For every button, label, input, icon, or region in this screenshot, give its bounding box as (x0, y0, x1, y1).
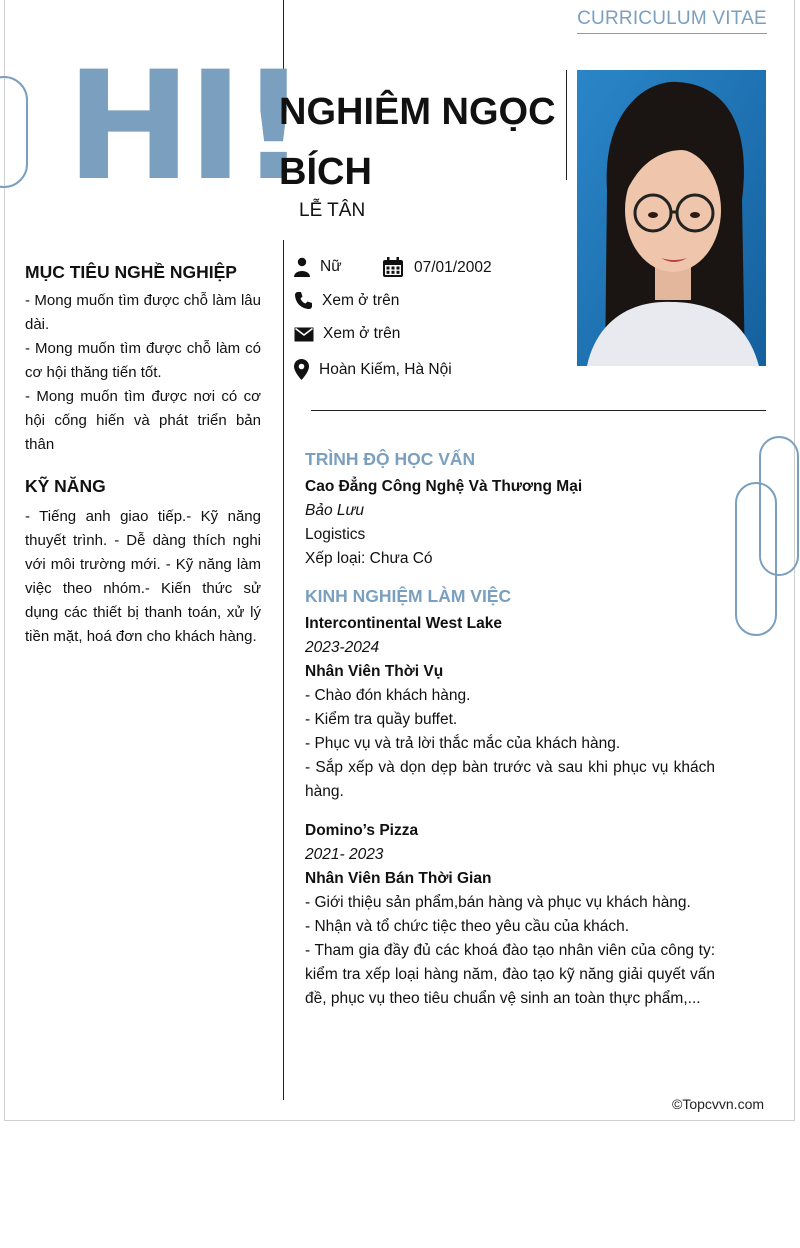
phone-row (294, 291, 399, 310)
address-value: Hoàn Kiếm, Hà Nội (319, 360, 452, 378)
experience-duty: - Chào đón khách hàng. (305, 687, 471, 704)
skills-title: KỸ NĂNG (25, 476, 106, 496)
experience-role: Nhân Viên Thời Vụ (305, 663, 444, 680)
candidate-name: NGHIÊM NGỌC BÍCH (279, 91, 556, 193)
objective-title: MỤC TIÊU NGHỀ NGHIỆP (25, 262, 237, 282)
experience-entry (305, 612, 715, 804)
experience-duty: - Kiểm tra quầy buffet. (305, 711, 458, 728)
experience-duty: - Nhận và tổ chức tiệc theo yêu cầu của khách. (305, 918, 630, 935)
experience-title: KINH NGHIỆM LÀM VIỆC (305, 586, 512, 606)
education-title: TRÌNH ĐỘ HỌC VẤN (305, 449, 476, 469)
experience-section (305, 584, 715, 1011)
objective-section (25, 262, 261, 457)
experience-duty: - Tham gia đầy đủ các khoá đào tạo nhân viên của công ty: kiểm tra xếp loại hàng năm, đào tạo kỹ năng giải quyết vấn đề, phục vụ theo tiêu chuẩn vệ sinh an toàn thực phẩm,... (305, 942, 715, 1007)
experience-role: Nhân Viên Bán Thời Gian (305, 870, 492, 887)
email-value: Xem ở trên (323, 325, 401, 342)
experience-period: 2023-2024 (305, 639, 380, 656)
person-icon (293, 257, 311, 277)
objective-item: - Mong muốn tìm được chỗ làm lâu dài. (25, 292, 261, 333)
address-row (294, 359, 452, 380)
objective-item: - Mong muốn tìm được chỗ làm có cơ hội thăng tiến tốt. (25, 340, 261, 381)
gender-value: Nữ (320, 258, 342, 275)
phone-icon (294, 291, 313, 310)
experience-entry (305, 819, 715, 1011)
cv-label-underline (577, 33, 767, 34)
experience-duty: - Sắp xếp và dọn dẹp bàn trước và sau khi phục vụ khách hàng. (305, 759, 715, 800)
calendar-icon (382, 257, 404, 278)
objective-item: - Mong muốn tìm được nơi có cơ hội cống hiến và phát triển bản thân (25, 388, 261, 453)
profile-photo (577, 70, 766, 366)
gender-row (293, 257, 342, 277)
experience-duty: - Phục vụ và trả lời thắc mắc của khách hàng. (305, 735, 621, 752)
decor-pill-left (0, 76, 28, 188)
greeting-hi: HI! (66, 40, 304, 214)
experience-company: Domino’s Pizza (305, 822, 419, 839)
decor-pill-right-2 (735, 482, 777, 636)
education-major: Logistics (305, 526, 366, 543)
skills-section (25, 476, 261, 649)
dob-row (382, 257, 492, 278)
education-grade: Xếp loại: Chưa Có (305, 550, 433, 567)
contact-divider (311, 410, 766, 411)
education-school: Cao Đẳng Công Nghệ Và Thương Mại (305, 478, 583, 495)
divider-main (283, 240, 284, 1100)
envelope-icon (294, 327, 314, 342)
footer-credit: ©Topcvvn.com (672, 1096, 765, 1112)
experience-period: 2021- 2023 (305, 846, 384, 863)
skills-text: - Tiếng anh giao tiếp.- Kỹ năng thuyết trình. - Dễ dàng thích nghi với môi trường mới. - Kỹ năng làm việc theo nhóm.- Kiến thức sử dụng các thiết bị thanh toán, xử lý tiền mặt, hoá đơn cho khách hàng. (25, 508, 261, 645)
cv-label: CURRICULUM VITAE (577, 8, 767, 29)
dob-value: 07/01/2002 (414, 258, 492, 276)
experience-company: Intercontinental West Lake (305, 615, 502, 632)
experience-duty: - Giới thiệu sản phẩm,bán hàng và phục vụ khách hàng. (305, 894, 691, 911)
profile-photo-illustration (577, 70, 766, 366)
job-title: LỄ TÂN (299, 200, 366, 221)
education-section (305, 447, 715, 571)
education-status: Bảo Lưu (305, 502, 364, 519)
email-row (294, 325, 400, 343)
divider-name-photo (566, 70, 567, 180)
phone-value: Xem ở trên (322, 291, 400, 309)
location-pin-icon (294, 359, 309, 380)
